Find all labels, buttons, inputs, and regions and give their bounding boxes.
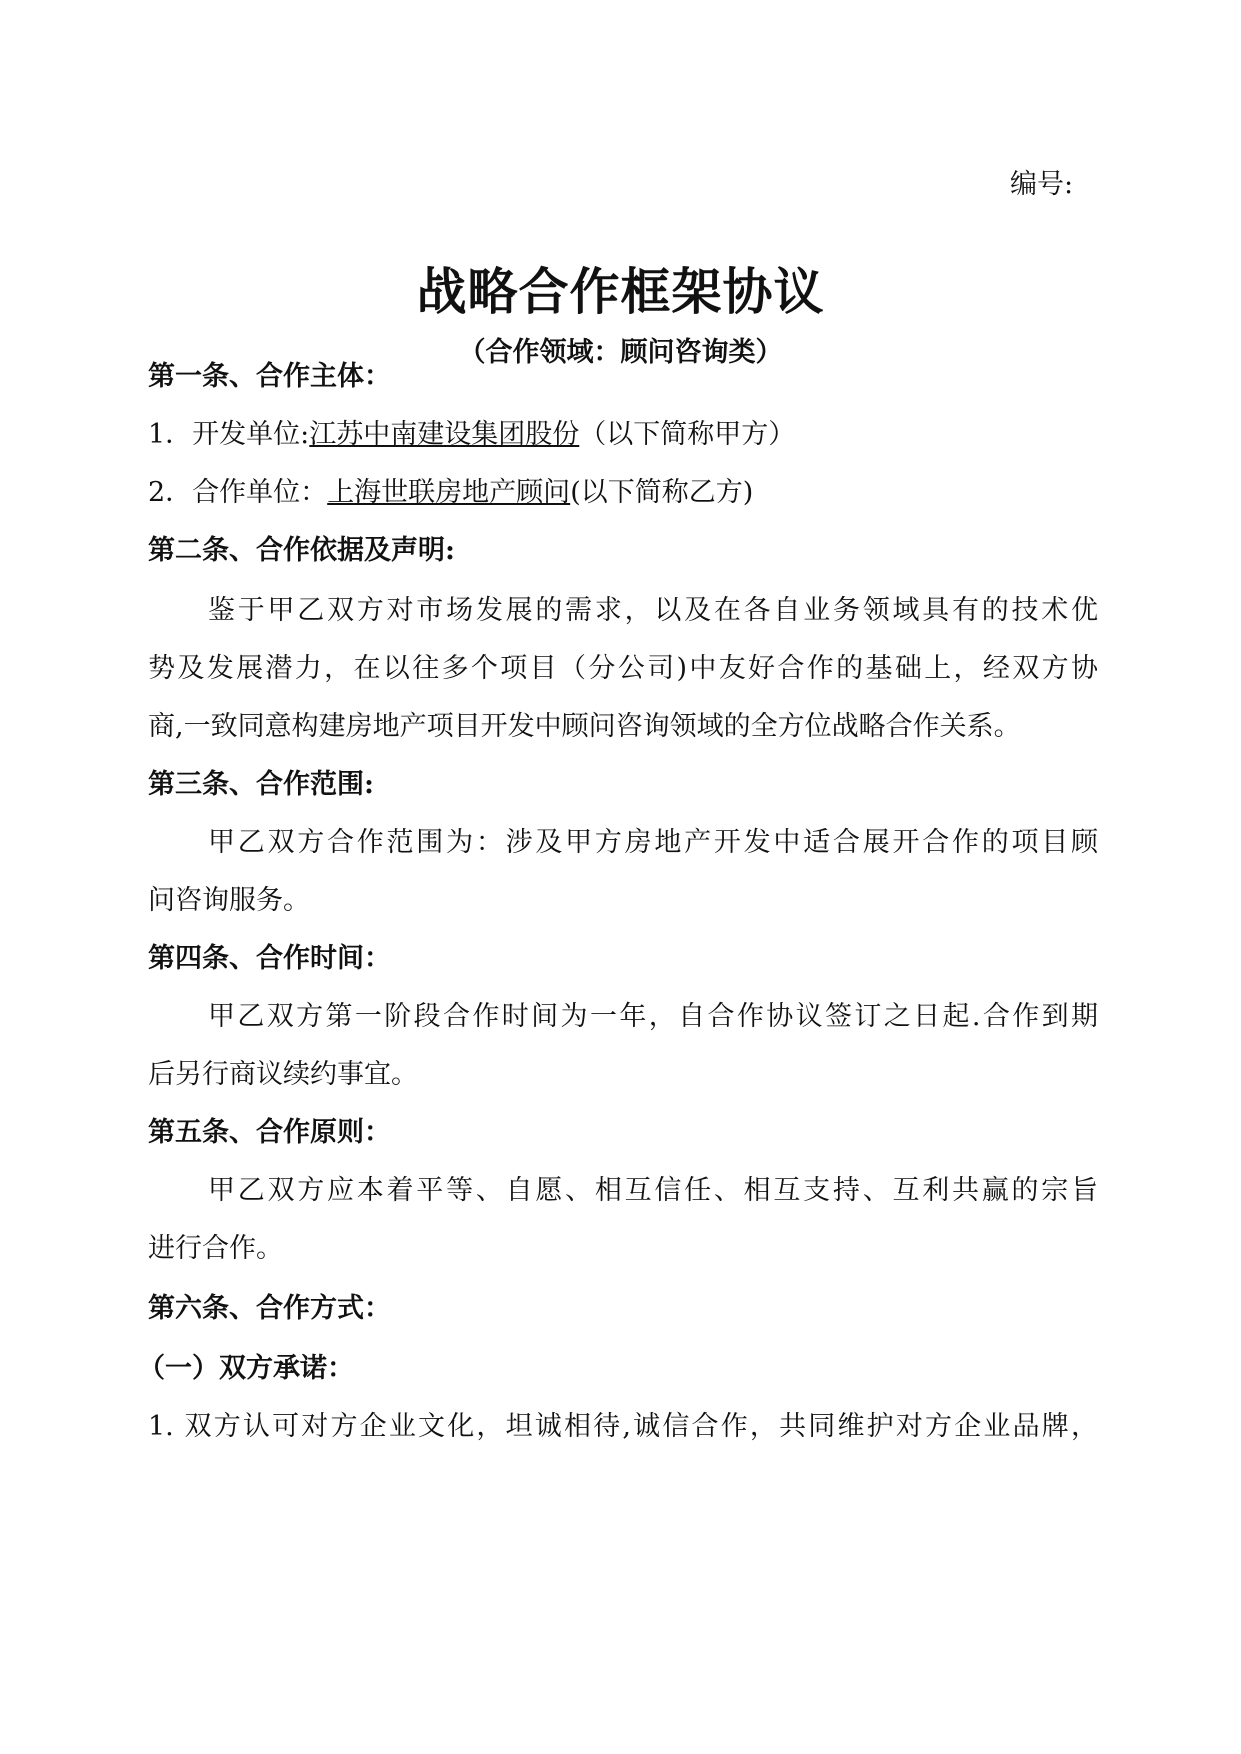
article2-line1: 鉴于甲乙双方对市场发展的需求，以及在各自业务领域具有的技术优 (208, 595, 1098, 626)
article1-item2-prefix: 2．合作单位： (148, 477, 328, 508)
article1-item2-suffix: (以下简称乙方) (570, 477, 754, 508)
party-b-name: 上海世联房地产顾问 (327, 477, 571, 508)
article3-line2: 问咨询服务。 (148, 885, 310, 916)
article6-item1: 1. 双方认可对方企业文化，坦诚相待,诚信合作，共同维护对方企业品牌， (148, 1411, 1098, 1442)
article5-line1: 甲乙双方应本着平等、自愿、相互信任、相互支持、互利共赢的宗旨 (208, 1175, 1098, 1206)
article4-line2: 后另行商议续约事宜。 (148, 1059, 418, 1090)
article2-line2: 势及发展潜力，在以往多个项目（分公司)中友好合作的基础上，经双方协 (148, 653, 1098, 684)
document-title: 战略合作框架协议 (416, 262, 825, 321)
article3-line1: 甲乙双方合作范围为：涉及甲方房地产开发中适合展开合作的项目顾 (208, 827, 1098, 858)
article6-sub1-heading: （一）双方承诺： (138, 1353, 354, 1384)
article1-item1-suffix: （以下简称甲方） (579, 419, 796, 450)
doc-number-label: 编号: (1010, 169, 1074, 200)
article4-heading: 第四条、合作时间： (148, 943, 391, 974)
article5-heading: 第五条、合作原则： (148, 1117, 391, 1148)
party-a-name: 江苏中南建设集团股份 (309, 419, 580, 450)
article6-heading: 第六条、合作方式： (148, 1293, 391, 1324)
article2-line3: 商,一致同意构建房地产项目开发中顾问咨询领域的全方位战略合作关系。 (148, 711, 1021, 742)
document-subtitle: （合作领域：顾问咨询类） (458, 337, 783, 368)
article4-line1: 甲乙双方第一阶段合作时间为一年，自合作协议签订之日起.合作到期 (208, 1001, 1098, 1032)
article1-heading: 第一条、合作主体： (148, 361, 391, 392)
article1-item2 (148, 470, 753, 509)
article5-line2: 进行合作。 (148, 1233, 283, 1264)
article1-item1-prefix: 1．开发单位: (148, 419, 310, 450)
article1-item1 (148, 412, 795, 451)
article2-heading: 第二条、合作依据及声明: (148, 535, 455, 566)
article3-heading: 第三条、合作范围: (148, 769, 374, 800)
